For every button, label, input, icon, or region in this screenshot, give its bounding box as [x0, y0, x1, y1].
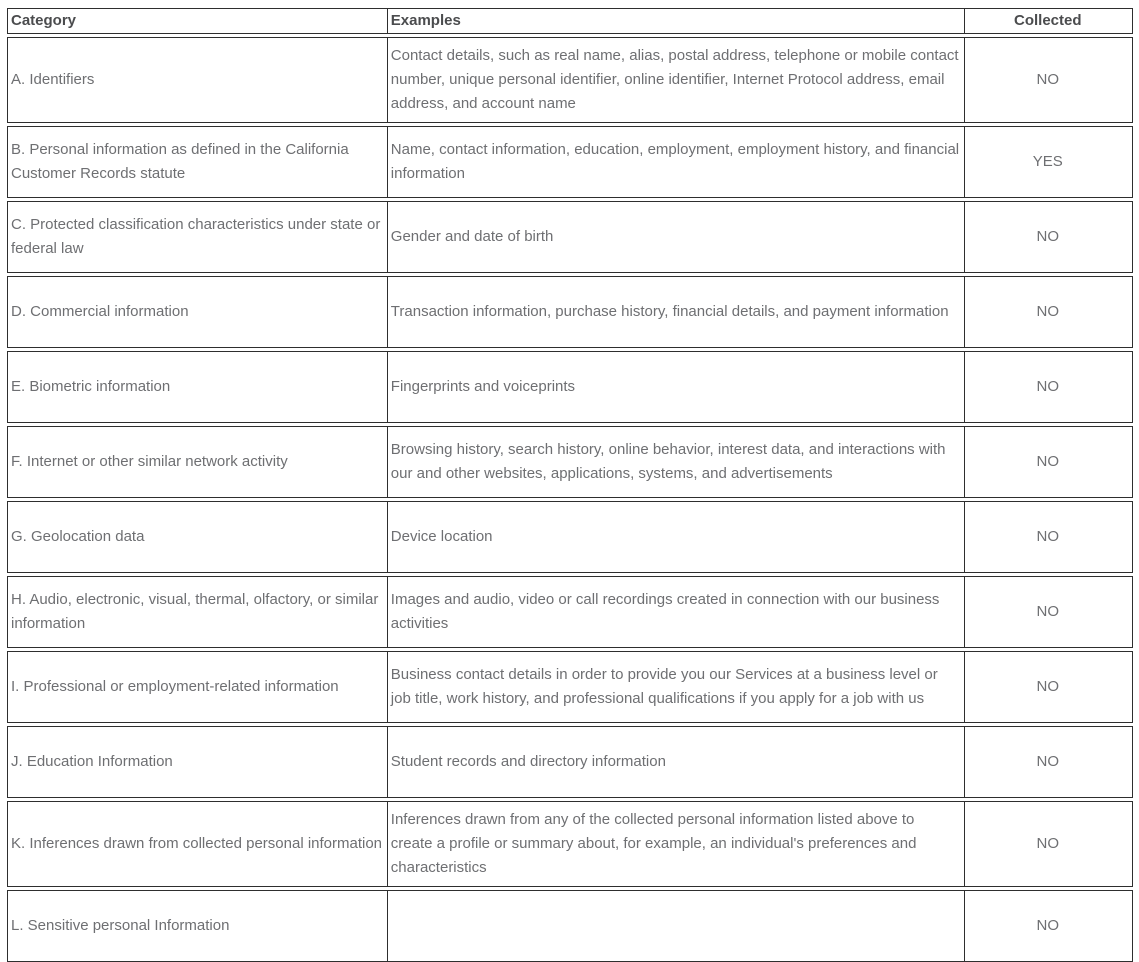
category-cell: I. Professional or employment-related information [11, 678, 339, 695]
collected-cell: NO [1036, 678, 1059, 695]
table-row-education-information [7, 726, 1133, 798]
collected-cell: NO [1036, 453, 1059, 470]
collected-cell: NO [1036, 378, 1059, 395]
examples-cell: Name, contact information, education, employment, employment history, and financial information [387, 127, 965, 197]
collected-cell: NO [1036, 528, 1059, 545]
table-row-geolocation-data [7, 501, 1133, 573]
examples-cell: Device location [387, 502, 965, 572]
category-cell: A. Identifiers [11, 71, 95, 88]
examples-cell: Contact details, such as real name, alias, postal address, telephone or mobile contact number, unique personal identifier, online identifier, Internet Protocol address, email address, and account name [387, 38, 965, 122]
category-cell: G. Geolocation data [11, 528, 145, 545]
personal-information-categories-table [7, 8, 1133, 962]
examples-cell: Gender and date of birth [387, 202, 965, 272]
category-cell: L. Sensitive personal Information [11, 917, 230, 934]
examples-cell: Inferences drawn from any of the collected personal information listed above to create a profile or summary about, for example, an individual's preferences and characteristics [387, 802, 965, 886]
examples-cell: Transaction information, purchase history, financial details, and payment information [387, 277, 965, 347]
table-row-audio-visual [7, 576, 1133, 648]
collected-cell: NO [1036, 835, 1059, 852]
collected-cell: NO [1036, 753, 1059, 770]
table-row-biometric-information [7, 351, 1133, 423]
examples-cell: Browsing history, search history, online behavior, interest data, and interactions with our and other websites, applications, systems, and advertisements [387, 427, 965, 497]
examples-cell: Business contact details in order to provide you our Services at a business level or job title, work history, and professional qualifications if you apply for a job with us [387, 652, 965, 722]
table-row-personal-information [7, 126, 1133, 198]
table-row-inferences [7, 801, 1133, 887]
table-header-row [7, 8, 1133, 34]
examples-cell [387, 891, 965, 961]
category-cell: D. Commercial information [11, 303, 189, 320]
table-row-sensitive-personal-information [7, 890, 1133, 962]
collected-cell: NO [1036, 228, 1059, 245]
table-row-internet-activity [7, 426, 1133, 498]
collected-column-header: Collected [1014, 12, 1082, 29]
category-cell: H. Audio, electronic, visual, thermal, olfactory, or similar information [11, 591, 379, 632]
category-cell: C. Protected classification characteristics under state or federal law [11, 216, 381, 257]
examples-cell: Images and audio, video or call recordings created in connection with our business activities [387, 577, 965, 647]
collected-cell: NO [1036, 603, 1059, 620]
examples-column-header: Examples [387, 9, 965, 33]
table-row-protected-classification [7, 201, 1133, 273]
category-cell: K. Inferences drawn from collected personal information [11, 835, 383, 852]
table-row-commercial-information [7, 276, 1133, 348]
collected-cell: NO [1036, 917, 1059, 934]
examples-cell: Fingerprints and voiceprints [387, 352, 965, 422]
category-cell: J. Education Information [11, 753, 173, 770]
examples-cell: Student records and directory information [387, 727, 965, 797]
collected-cell: NO [1036, 303, 1059, 320]
category-cell: B. Personal information as defined in the California Customer Records statute [11, 141, 349, 182]
collected-cell: YES [1032, 153, 1063, 170]
table-row-professional-information [7, 651, 1133, 723]
collected-cell: NO [1036, 71, 1059, 88]
category-column-header: Category [11, 12, 77, 29]
category-cell: E. Biometric information [11, 378, 171, 395]
category-cell: F. Internet or other similar network activity [11, 453, 288, 470]
table-row-identifiers [7, 37, 1133, 123]
